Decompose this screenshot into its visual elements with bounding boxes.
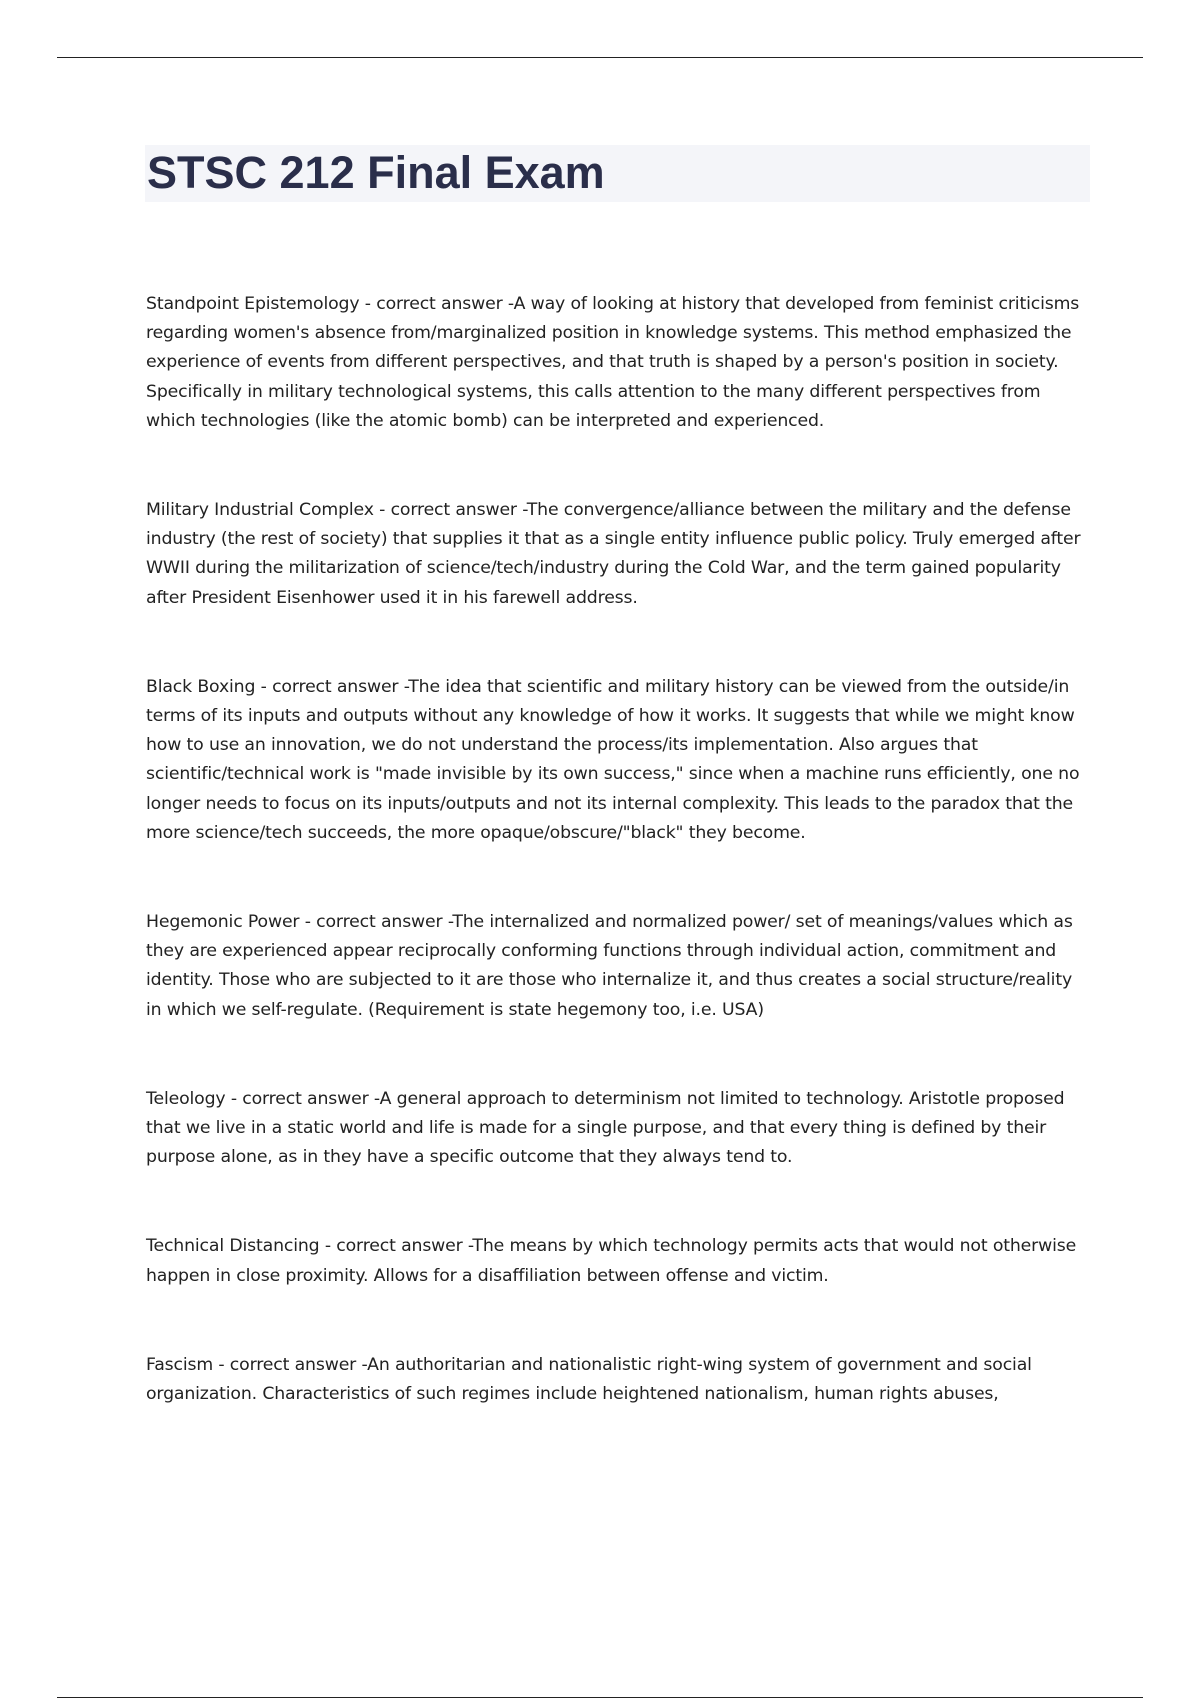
page-title: STSC 212 Final Exam <box>147 147 605 198</box>
top-divider <box>57 57 1143 58</box>
document-body <box>146 290 1091 1469</box>
entry-teleology: Teleology - correct answer -A general approach to determinism not limited to technology. Aristotle proposed that we live in a static world and life is made for a single purpose, and that every thing is defined by their purpose alone, as in they have a specific outcome that they always tend to. <box>146 1088 1065 1168</box>
entry-technical-distancing: Technical Distancing - correct answer -The means by which technology permits acts that would not otherwise happen in close proximity. Allows for a disaffiliation between offense and victim. <box>146 1236 1077 1286</box>
entry-fascism: Fascism - correct answer -An authoritarian and nationalistic right-wing system of government and social organization. Characteristics of such regimes include heightened nationalism, human rights abuses, <box>146 1354 1032 1405</box>
entry-hegemonic-power: Hegemonic Power - correct answer -The internalized and normalized power/ set of meanings/values which as they are experienced appear reciprocally conforming functions through individual action, commitment and identity. Those who are subjected to it are those who internalize it, and thus creates a social structure/reality in which we self-regulate. (Requirement is state hegemony too, i.e. USA) <box>146 912 1073 1020</box>
entry-military-industrial-complex: Military Industrial Complex - correct answer -The convergence/alliance between the military and the defense industry (the rest of society) that supplies it that as a single entity influence public policy. Truly emerged after WWII during the militarization of science/tech/industry during the Cold War, and the term gained popularity after President Eisenhower used it in his farewell address. <box>146 500 1081 608</box>
entry-standpoint-epistemology: Standpoint Epistemology - correct answer -A way of looking at history that developed from feminist criticisms regarding women's absence from/marginalized position in knowledge systems. This method emphasized the experience of events from different perspectives, and that truth is shaped by a person's position in society. Specifically in military technological systems, this calls attention to the many different perspectives from which technologies (like the atomic bomb) can be interpreted and experienced. <box>146 294 1080 431</box>
bottom-divider <box>57 1697 1143 1698</box>
entry-black-boxing: Black Boxing - correct answer -The idea that scientific and military history can be viewed from the outside/in terms of its inputs and outputs without any knowledge of how it works. It suggests that while we might know how to use an innovation, we do not understand the process/its implementation. Also argues that scientific/technical work is "made invisible by its own success," since when a machine runs efficiently, one no longer needs to focus on its inputs/outputs and not its internal complexity. This leads to the paradox that the more science/tech succeeds, the more opaque/obscure/"black" they become. <box>146 676 1080 843</box>
